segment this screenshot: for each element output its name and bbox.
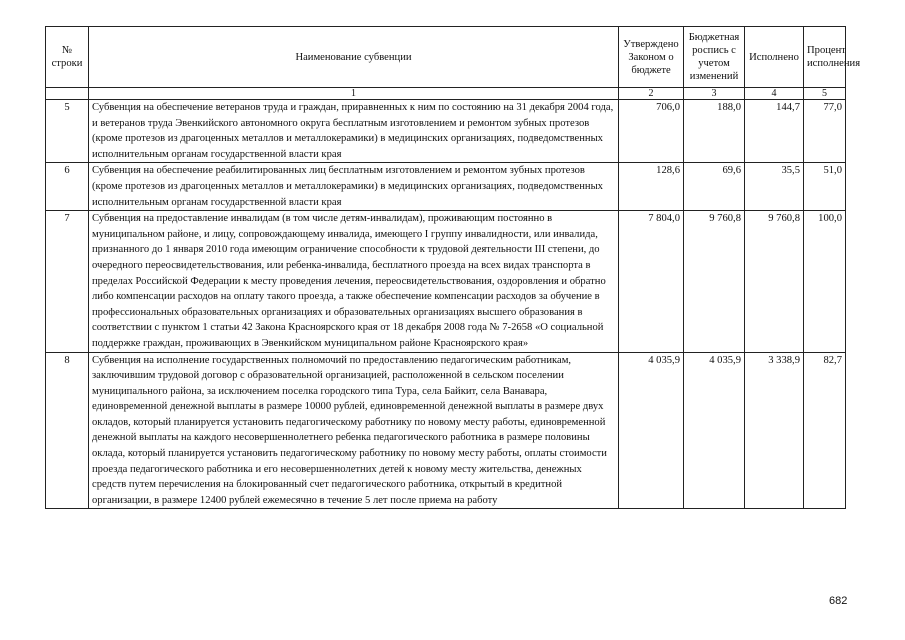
approved-value: 4 035,9 [619,352,684,509]
row-number: 7 [46,211,89,352]
table-row [46,163,846,211]
table-row [46,211,846,352]
approved-value: 128,6 [619,163,684,211]
subvention-name: Субвенция на предоставление инвалидам (в том числе детям-инвалидам), проживающим постоянно в муниципальном районе, и лицу, сопровождающему инвалида, имеющего I группу инвалидности, или инвалида, признанного до 1 января 2010 года имеющим ограничение способности к трудовой деятельности III степени, до очередного переосвидетельствования, или ребенка-инвалида, бесплатного проезда на всех видах транспорта в пределах Российской Федерации к месту проведения лечения, переосвидетельствования, оздоровления и обратно либо компенсации расходов на оплату такого проезда, а также обеспечение компенсации расходов за обучение в профессиональных образовательных организациях и образовательных организациях высшего образования в соответствии с пунктом 1 статьи 42 Закона Красноярского края от 18 декабря 2008 года № 7-2658 «О социальной поддержке граждан, проживающих в Эвенкийском муниципальном районе Красноярского края» [89,211,619,352]
executed-value: 3 338,9 [745,352,804,509]
header-executed: Исполнено [745,27,804,88]
header-approved: Утверждено Законом о бюджете [619,27,684,88]
percent-value: 51,0 [804,163,846,211]
row-number: 8 [46,352,89,509]
approved-value: 7 804,0 [619,211,684,352]
subvention-name: Субвенция на обеспечение ветеранов труда и граждан, приравненных к ним по состоянию на 31 декабря 2004 года, и ветеранов труда Эвенкийского автономного округа бесплатным изготовлением и ремонтом зубных протезов (кроме протезов из драгоценных металлов и металлокерамики) в медицинских организациях, подведомственных исполнительным органам государственной власти края [89,100,619,163]
subvention-name: Субвенция на исполнение государственных полномочий по предоставлению педагогическим работникам, заключившим трудовой договор с образовательной организацией, расположенной в сельском поселении муниципального района, за исключением поселка городского типа Тура, села Байкит, села Ванавара, единовременной денежной выплаты в размере 10000 рублей, единовременной денежной выплаты в размере двух окладов, который планируется установить педагогическому работнику по новому месту работы, единовременной денежной выплаты на каждого несовершеннолетнего ребенка педагогического работника в размере половины оклада, который планируется установить педагогическому работнику по новому месту работы, оплаты стоимости проезда педагогического работника и его несовершеннолетних детей к новому месту жительства, денежных средств путем перечисления на блокированный счет педагогического работника, открытый в кредитной организации, в размере 12400 рублей ежемесячно в течение 5 лет после приема на работу [89,352,619,509]
header-percent: Процент исполнения [804,27,846,88]
subvention-name: Субвенция на обеспечение реабилитированных лиц бесплатным изготовлением и ремонтом зубных протезов (кроме протезов из драгоценных металлов и металлокерамики) в медицинских организациях, подведомственных исполнительным органам государственной власти края [89,163,619,211]
percent-value: 82,7 [804,352,846,509]
column-number: 1 [89,88,619,100]
table-row [46,352,846,509]
budget-value: 188,0 [684,100,745,163]
column-number [46,88,89,100]
approved-value: 706,0 [619,100,684,163]
header-row-number: № строки [46,27,89,88]
column-number-row [46,88,846,100]
percent-value: 77,0 [804,100,846,163]
column-number: 4 [745,88,804,100]
header-budget-schedule: Бюджетная роспись с учетом изменений [684,27,745,88]
table-row [46,100,846,163]
column-number: 5 [804,88,846,100]
executed-value: 144,7 [745,100,804,163]
column-number: 3 [684,88,745,100]
header-row [46,27,846,88]
row-number: 6 [46,163,89,211]
header-subvention-name: Наименование субвенции [89,27,619,88]
executed-value: 9 760,8 [745,211,804,352]
executed-value: 35,5 [745,163,804,211]
budget-value: 4 035,9 [684,352,745,509]
budget-value: 9 760,8 [684,211,745,352]
page-number: 682 [829,595,848,607]
percent-value: 100,0 [804,211,846,352]
row-number: 5 [46,100,89,163]
budget-value: 69,6 [684,163,745,211]
column-number: 2 [619,88,684,100]
subvention-table [45,26,861,509]
